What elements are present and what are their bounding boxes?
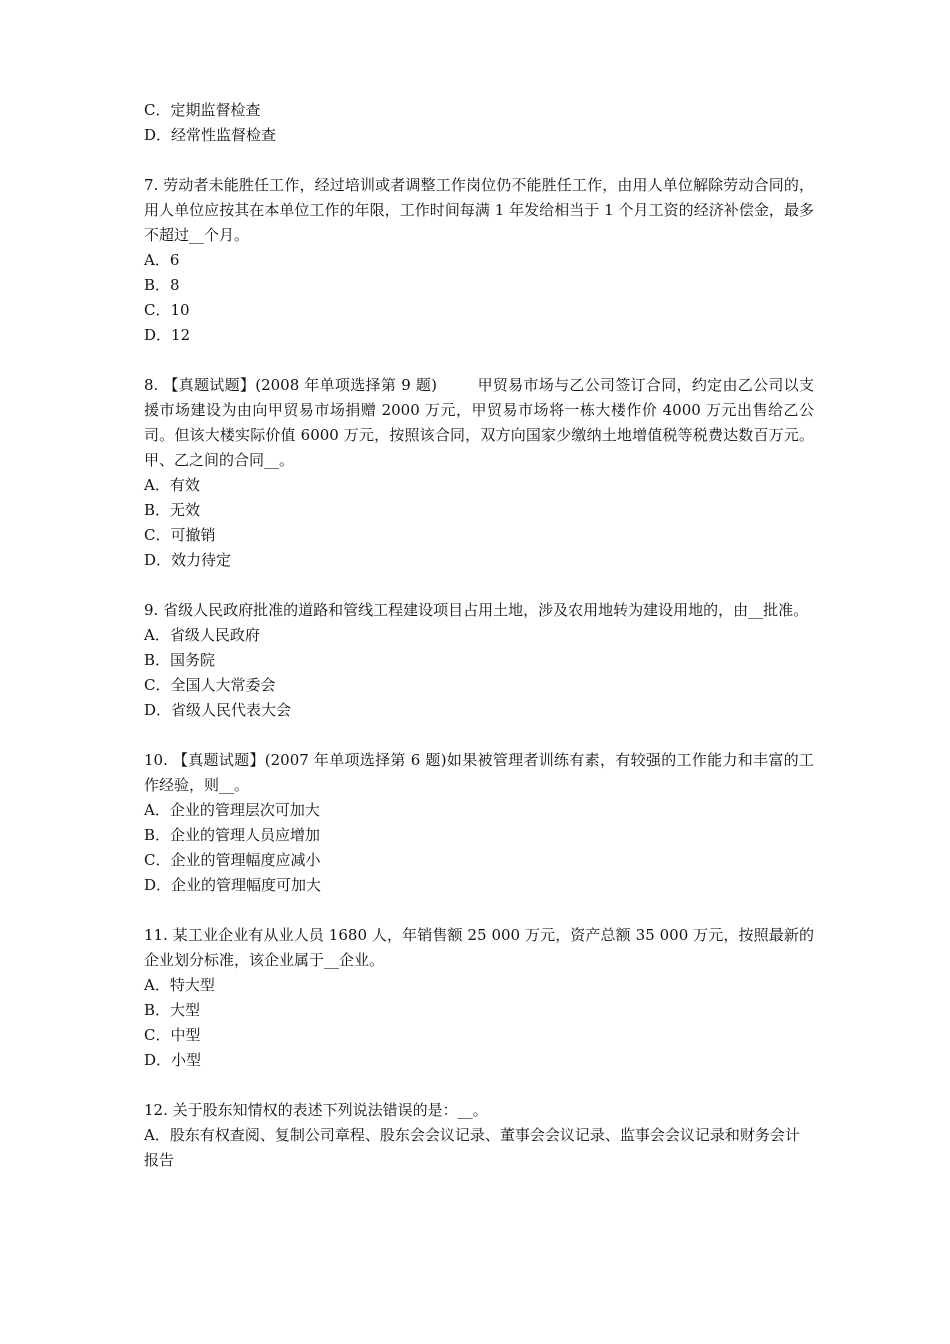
question-text: 12. 关于股东知情权的表述下列说法错误的是：__。: [144, 1101, 488, 1119]
question-text: 8. 【真题试题】(2008 年单项选择第 9 题) 甲贸易市场与乙公司签订合同，约定由乙公司以支援市场建设为由向甲贸易市场捐赠 2000 万元，甲贸易市场将一栋大楼作价 4000 万元出售给乙公司。但该大楼实际价值 6000 万元，按照该合同，双方向国家少缴纳土地增值税等税费达数百万元。甲、乙之间的合同__。: [144, 376, 814, 469]
option-d: D．企业的管理幅度可加大: [144, 876, 322, 894]
option-b: B．国务院: [144, 651, 216, 669]
option-c: C．10: [144, 301, 190, 319]
option-c: C．中型: [144, 1026, 201, 1044]
question-7: [144, 173, 814, 348]
option-d: D．省级人民代表大会: [144, 701, 292, 719]
option-c: C．全国人大常委会: [144, 676, 276, 694]
question-11: [144, 923, 814, 1073]
option-a: A．企业的管理层次可加大: [144, 801, 320, 819]
question-8: [144, 373, 814, 573]
question-text: 10. 【真题试题】(2007 年单项选择第 6 题)如果被管理者训练有素，有较强的工作能力和丰富的工作经验，则__。: [144, 751, 814, 794]
question-text: 7. 劳动者未能胜任工作，经过培训或者调整工作岗位仍不能胜任工作，由用人单位解除劳动合同的，用人单位应按其在本单位工作的年限，工作时间每满 1 年发给相当于 1 个月工资的经济补偿金，最多不超过__个月。: [144, 176, 814, 244]
option-d: D．效力待定: [144, 551, 232, 569]
option-d: D．12: [144, 326, 191, 344]
option-b: B．8: [144, 276, 180, 294]
option-a: A．省级人民政府: [144, 626, 260, 644]
option-b: B．企业的管理人员应增加: [144, 826, 321, 844]
option-a: A．特大型: [144, 976, 215, 994]
option-b: B．大型: [144, 1001, 201, 1019]
option-d: D．小型: [144, 1051, 202, 1069]
question-text: 9. 省级人民政府批准的道路和管线工程建设项目占用土地，涉及农用地转为建设用地的，由__批准。: [144, 601, 809, 619]
option-a: A．有效: [144, 476, 200, 494]
question-text: 11. 某工业企业有从业人员 1680 人，年销售额 25 000 万元，资产总额 35 000 万元，按照最新的企业划分标准，该企业属于__企业。: [144, 926, 814, 969]
option-c: C．可撤销: [144, 526, 216, 544]
option-b: B．无效: [144, 501, 201, 519]
question-12: [144, 1098, 814, 1173]
option-d: D．经常性监督检查: [144, 126, 277, 144]
option-a: A．6: [144, 251, 180, 269]
question-9: [144, 598, 814, 723]
lead-options: [144, 98, 814, 148]
question-10: [144, 748, 814, 898]
option-c: C．定期监督检查: [144, 101, 261, 119]
option-c: C．企业的管理幅度应减小: [144, 851, 321, 869]
option-a: A．股东有权查阅、复制公司章程、股东会会议记录、董事会会议记录、监事会会议记录和财务会计报告: [144, 1126, 800, 1169]
document-page: [144, 98, 814, 1173]
